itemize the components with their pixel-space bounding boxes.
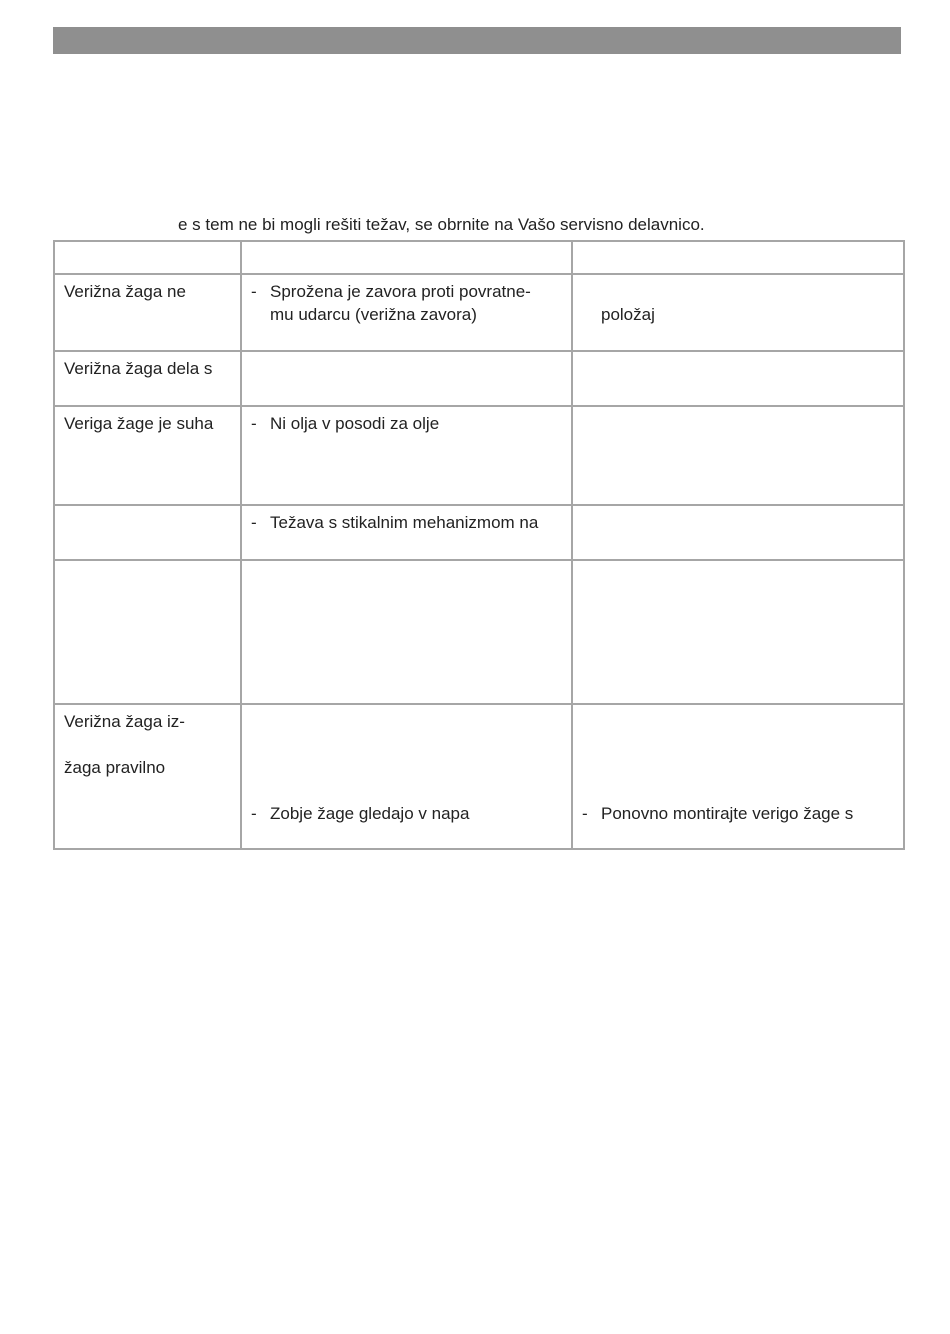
table-row [54, 704, 904, 849]
cause-text-line1: Sprožena je zavora proti povratne- [270, 282, 531, 301]
problem-cell [54, 505, 241, 560]
remedy-item [573, 802, 903, 825]
intro-text: e s tem ne bi mogli rešiti težav, se obrnite na Vašo servisno delavnico. [178, 215, 705, 234]
problem-text-line2: žaga pravilno [64, 758, 166, 777]
header-bar [53, 27, 901, 54]
cause-text: Zobje žage gledajo v napa [270, 804, 470, 823]
problem-cell [54, 351, 241, 406]
problem-text: Verižna žaga dela s [64, 359, 213, 378]
table-row [54, 505, 904, 560]
remedy-cell [572, 274, 904, 351]
table-header-row [54, 241, 904, 274]
cause-cell [241, 704, 572, 849]
remedy-text: Ponovno montirajte verigo žage s [601, 804, 854, 823]
problem-cell [54, 560, 241, 704]
problem-text: Veriga žage je suha [64, 414, 214, 433]
bullet-dash: - [251, 804, 257, 823]
bullet-dash: - [251, 282, 257, 301]
problem-cell [54, 406, 241, 505]
remedy-cell [572, 351, 904, 406]
cause-item [242, 511, 571, 534]
cause-item [242, 412, 571, 435]
bullet-dash: - [251, 414, 257, 433]
cause-text-line2: mu udarcu (verižna zavora) [270, 305, 477, 324]
troubleshooting-table [53, 240, 905, 850]
table-row [54, 351, 904, 406]
cause-item [242, 280, 571, 326]
problem-cell [54, 704, 241, 849]
table-row [54, 274, 904, 351]
bullet-dash: - [582, 804, 588, 823]
remedy-text: položaj [601, 305, 655, 324]
problem-text-line1: Verižna žaga iz- [64, 712, 185, 731]
remedy-cell [572, 560, 904, 704]
cause-text: Ni olja v posodi za olje [270, 414, 440, 433]
table-row [54, 406, 904, 505]
table-row [54, 560, 904, 704]
bullet-dash: - [251, 513, 257, 532]
cause-text: Težava s stikalnim mehanizmom na [270, 513, 539, 532]
remedy-cell [572, 505, 904, 560]
cause-cell [241, 406, 572, 505]
header-cell-remedy [572, 241, 904, 274]
cause-item [242, 802, 571, 825]
cause-cell [241, 274, 572, 351]
problem-text: Verižna žaga ne [64, 282, 186, 301]
problem-cell [54, 274, 241, 351]
header-cell-problem [54, 241, 241, 274]
cause-cell [241, 505, 572, 560]
remedy-cell [572, 704, 904, 849]
remedy-cell [572, 406, 904, 505]
header-cell-cause [241, 241, 572, 274]
cause-cell [241, 560, 572, 704]
cause-cell [241, 351, 572, 406]
